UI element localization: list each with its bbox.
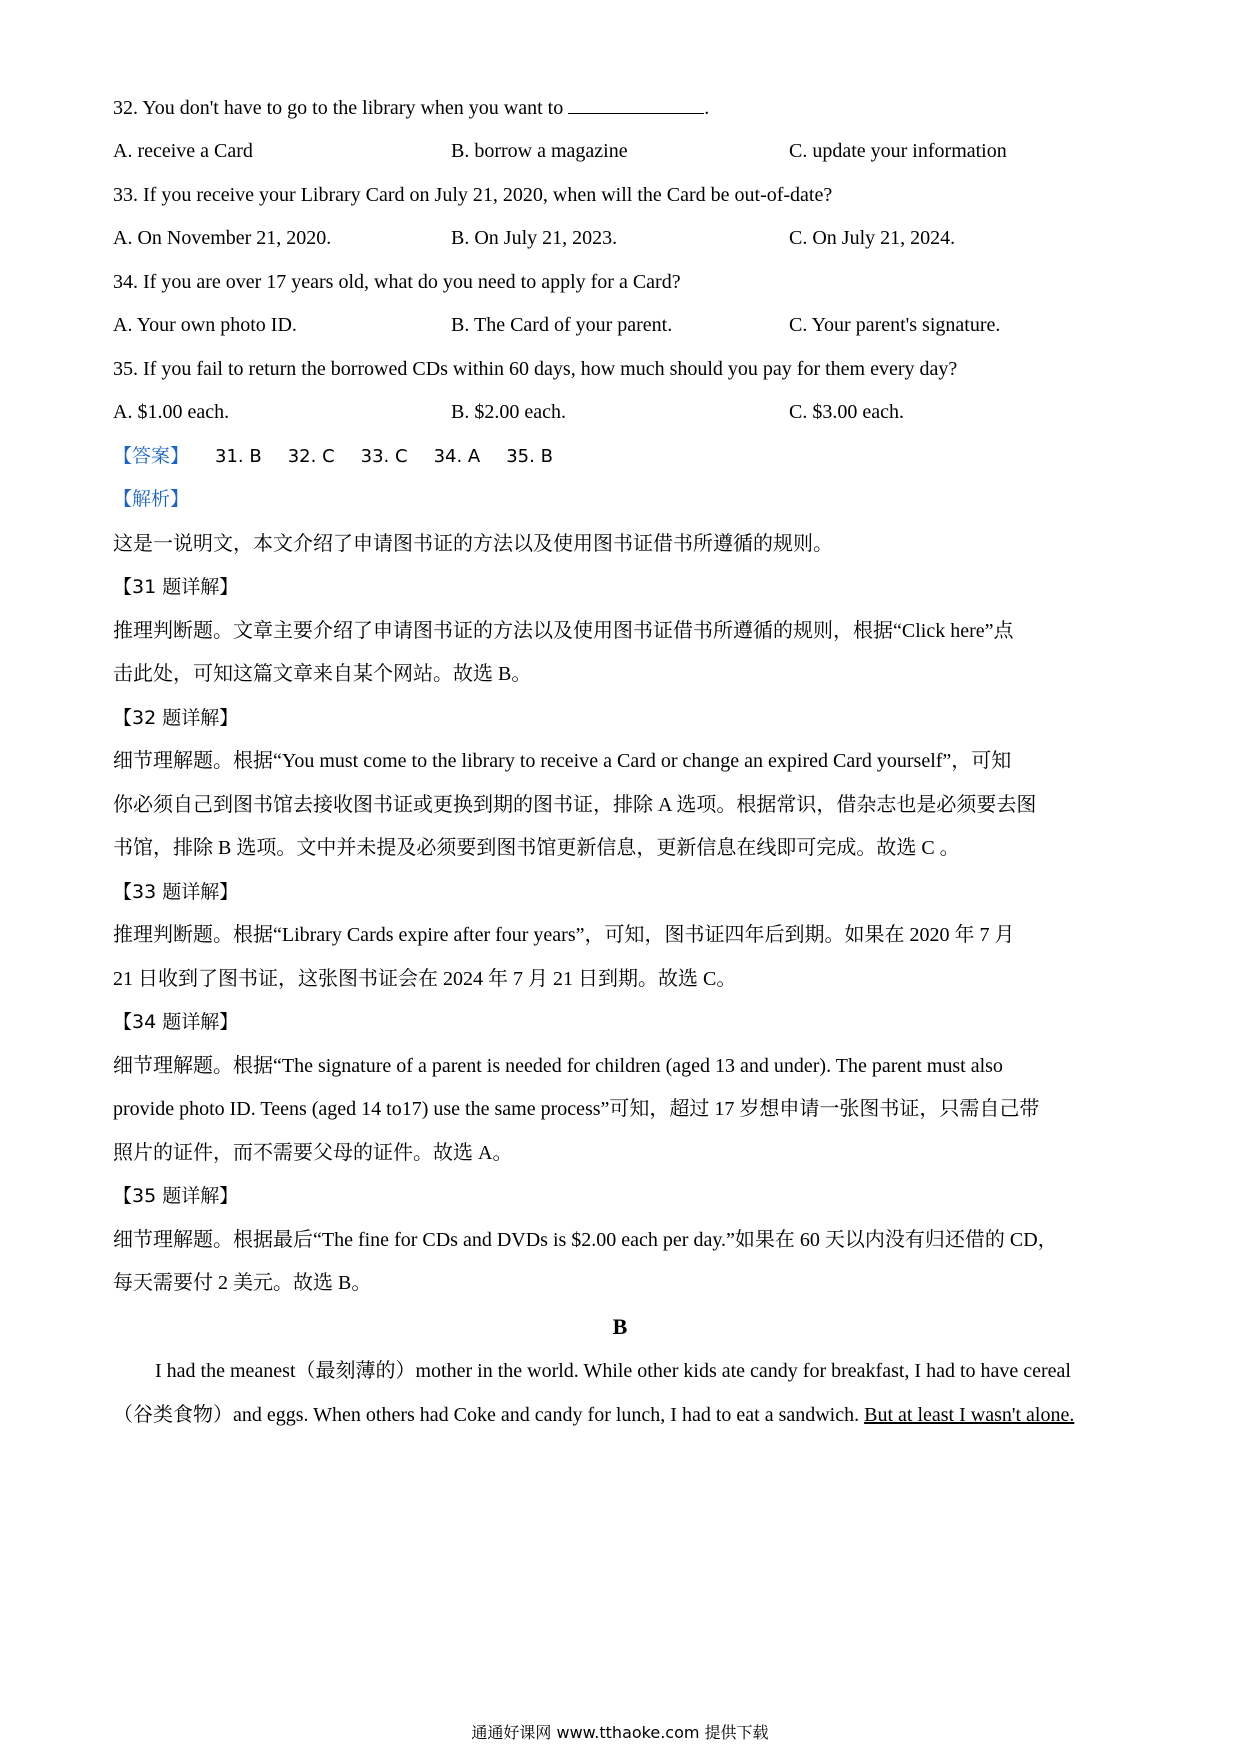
option-a: A. On November 21, 2020. — [113, 227, 332, 249]
detail-33-line: 21 日收到了图书证，这张图书证会在 2024 年 7 月 21 日到期。故选 C。 — [113, 968, 737, 990]
question-33: 33. If you receive your Library Card on July 21, 2020, when will the Card be out-of-date? — [113, 184, 833, 206]
answer-label: 【答案】 — [113, 445, 190, 467]
answer-key — [113, 442, 1130, 471]
option-c: C. update your information — [789, 140, 1007, 162]
passage-b-line: I had the meanest（最刻薄的）mother in the world. While other kids ate candy for breakfast, I had to have cereal — [155, 1360, 1071, 1382]
option-b: B. borrow a magazine — [451, 140, 628, 162]
option-a: A. $1.00 each. — [113, 401, 230, 423]
option-a: A. Your own photo ID. — [113, 314, 297, 336]
passage-b-heading: B — [612, 1314, 628, 1339]
answer-item: 34. A — [433, 446, 481, 467]
option-c: C. $3.00 each. — [789, 401, 904, 423]
detail-34-line: 照片的证件，而不需要父母的证件。故选 A。 — [113, 1142, 513, 1164]
detail-31-line: 推理判断题。文章主要介绍了申请图书证的方法以及使用图书证借书所遵循的规则，根据“Click here”点 — [113, 620, 1014, 642]
detail-34-line: provide photo ID. Teens (aged 14 to17) use the same process”可知，超过 17 岁想申请一张图书证，只需自己带 — [113, 1098, 1040, 1120]
answer-item: 33. C — [360, 446, 408, 467]
question-32-options — [113, 137, 1130, 165]
answer-item: 31. B — [215, 446, 262, 467]
question-35-options — [113, 398, 1130, 426]
question-text: 32. You don't have to go to the library when you want to — [113, 97, 569, 119]
detail-32-line: 书馆，排除 B 选项。文中并未提及必须要到图书馆更新信息，更新信息在线即可完成。故选 C 。 — [113, 837, 960, 859]
detail-31-label: 【31 题详解】 — [113, 576, 239, 598]
passage-b-line — [113, 1401, 1130, 1429]
question-34: 34. If you are over 17 years old, what do you need to apply for a Card? — [113, 271, 681, 293]
detail-35-line: 每天需要付 2 美元。故选 B。 — [113, 1272, 372, 1294]
passage-b-text: （谷类食物）and eggs. When others had Coke and candy for lunch, I had to eat a sandwich. — [113, 1404, 865, 1426]
detail-32-label: 【32 题详解】 — [113, 707, 239, 729]
answer-blank — [568, 95, 704, 114]
question-35: 35. If you fail to return the borrowed CDs within 60 days, how much should you pay for them every day? — [113, 358, 958, 380]
detail-33-label: 【33 题详解】 — [113, 881, 239, 903]
option-b: B. On July 21, 2023. — [451, 227, 618, 249]
page-footer: 通通好课网 www.tthaoke.com 提供下载 — [471, 1723, 769, 1742]
detail-34-line: 细节理解题。根据“The signature of a parent is needed for children (aged 13 and under). The parent must also — [113, 1055, 1003, 1077]
question-32 — [113, 94, 1130, 122]
analysis-intro: 这是一说明文，本文介绍了申请图书证的方法以及使用图书证借书所遵循的规则。 — [113, 533, 833, 555]
option-b: B. The Card of your parent. — [451, 314, 673, 336]
underlined-sentence: But at least I wasn't alone. — [864, 1404, 1075, 1426]
answer-item: 35. B — [506, 446, 553, 467]
option-b: B. $2.00 each. — [451, 401, 566, 423]
answer-item: 32. C — [287, 446, 335, 467]
question-33-options — [113, 224, 1130, 252]
detail-35-line: 细节理解题。根据最后“The fine for CDs and DVDs is $2.00 each per day.”如果在 60 天以内没有归还借的 CD， — [113, 1229, 1058, 1251]
option-c: C. On July 21, 2024. — [789, 227, 956, 249]
detail-31-line: 击此处，可知这篇文章来自某个网站。故选 B。 — [113, 663, 532, 685]
question-34-options — [113, 311, 1130, 339]
option-c: C. Your parent's signature. — [789, 314, 1001, 336]
detail-32-line: 细节理解题。根据“You must come to the library to receive a Card or change an expired Card yourself”，可知 — [113, 750, 1012, 772]
detail-34-label: 【34 题详解】 — [113, 1011, 239, 1033]
detail-32-line: 你必须自己到图书馆去接收图书证或更换到期的图书证，排除 A 选项。根据常识，借杂志也是必须要去图 — [113, 794, 1037, 816]
analysis-label: 【解析】 — [113, 488, 190, 510]
option-a: A. receive a Card — [113, 140, 253, 162]
detail-33-line: 推理判断题。根据“Library Cards expire after four years”，可知，图书证四年后到期。如果在 2020 年 7 月 — [113, 924, 1015, 946]
detail-35-label: 【35 题详解】 — [113, 1185, 239, 1207]
question-suffix: . — [704, 97, 710, 119]
